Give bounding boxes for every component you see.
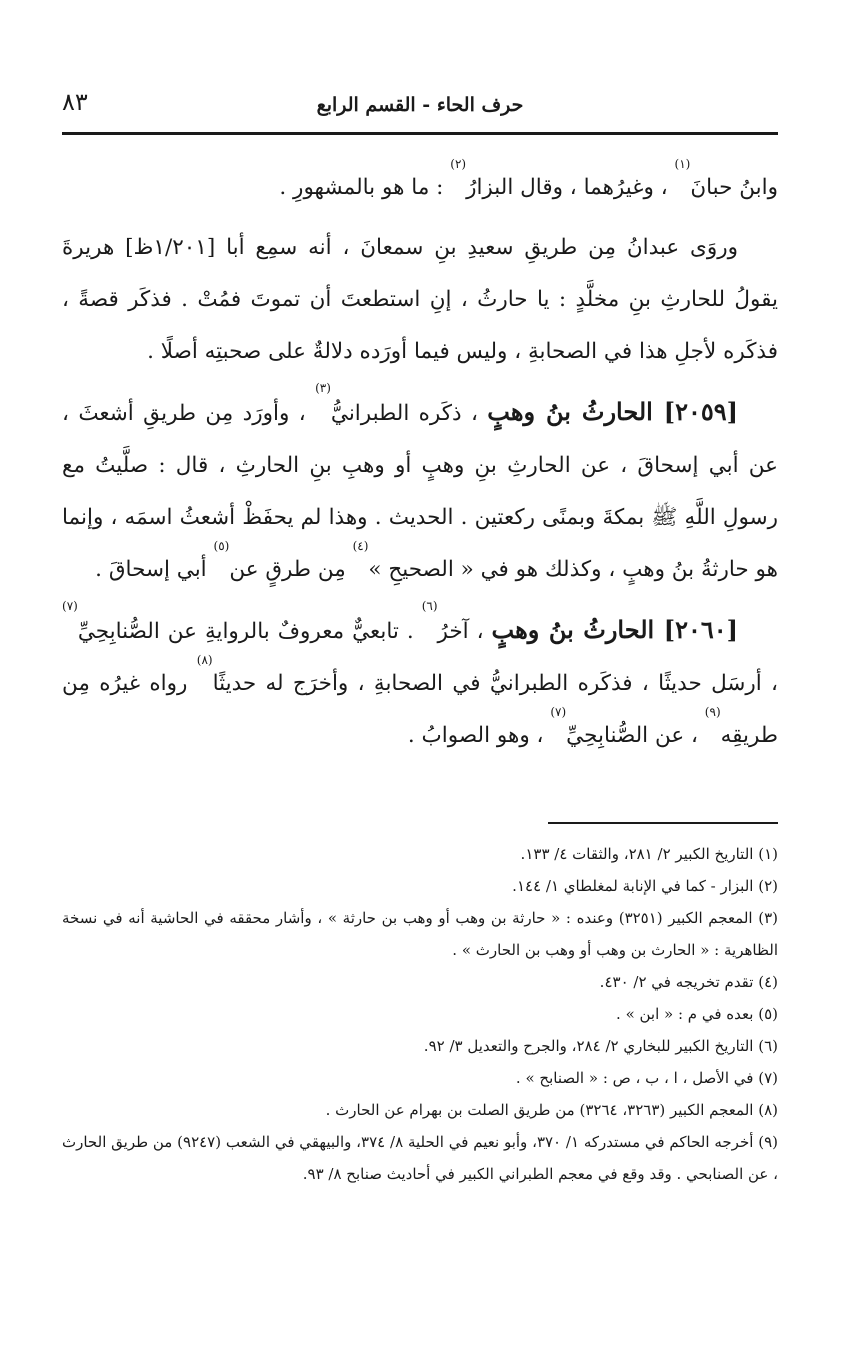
page-header <box>62 88 778 128</box>
text-run: رواه غيرُه مِن طريقِه <box>62 671 778 748</box>
footnote-6: (٦) التاريخ الكبير للبخاري ٢/ ٢٨٤، والجرح والتعديل ٣/ ٩٢. <box>423 1037 778 1055</box>
footnote-ref-2: (٢) <box>450 157 467 171</box>
main-text <box>62 157 778 770</box>
footnote-ref-6: (٦) <box>421 599 438 613</box>
text-run: ، ذكَره الطبرانيُّ <box>330 401 478 426</box>
footnote-4: (٤) تقدم تخريجه في ٢/ ٤٣٠. <box>599 973 778 991</box>
text-run: . تابعيٌّ معروفٌ بالروايةِ عن الصُّنابِحِيِّ <box>77 619 422 644</box>
footnote-ref-5: (٥) <box>213 539 230 553</box>
footnote-8: (٨) المعجم الكبير (٣٢٦٣، ٣٢٦٤) من طريق الصلت بن بهرام عن الحارث . <box>325 1101 778 1119</box>
text-run: ، عن الصُّنابِحِيِّ <box>566 723 705 748</box>
text-run: مِن طرقٍ عن <box>229 557 353 582</box>
footnotes <box>62 838 778 1190</box>
footnote-7: (٧) في الأصل ، ا ، ب ، ص : « الصنابح » . <box>515 1069 778 1087</box>
footnote-ref-4: (٤) <box>352 539 369 553</box>
text-run: ، آخرُ <box>437 619 484 644</box>
footnote-5: (٥) بعده في م : « ابن » . <box>616 1005 778 1023</box>
header-rule <box>62 132 778 135</box>
footnote-ref-9: (٩) <box>704 705 721 719</box>
text-run: أبي إسحاقَ . <box>95 557 214 582</box>
paragraph-continuation <box>62 157 778 214</box>
entry-2059 <box>62 381 778 596</box>
entry-heading-2059: [٢٠٥٩] الحارثُ بنُ وهبٍ <box>487 397 738 426</box>
footnote-3: (٣) المعجم الكبير (٣٢٥١) وعنده : « حارثة بن وهب أو وهب بن حارثة » ، وأشار محققه في الحاشية أنه في نسخة الظاهرية : « الحارث بن وهب أو وهب بن الحارث » . <box>62 909 779 959</box>
entry-2060 <box>62 599 778 762</box>
page-number: ٨٣ <box>62 88 88 116</box>
footnote-ref-7: (٧) <box>62 599 78 613</box>
footnote-ref-7b: (٧) <box>550 705 567 719</box>
footnote-ref-3: (٣) <box>315 381 331 395</box>
running-title: حرف الحاء - القسم الرابع <box>316 94 524 116</box>
entry-heading-2060: [٢٠٦٠] الحارثُ بنُ وهبٍ <box>491 615 738 644</box>
paragraph-abdan <box>62 222 778 378</box>
text-run: ، وهو الصوابُ . <box>407 723 551 748</box>
footnote-ref-8: (٨) <box>196 653 213 667</box>
text-run: ، وغيرُهما ، وقال البزارُ <box>466 175 675 200</box>
footnote-1: (١) التاريخ الكبير ٢/ ٢٨١، والثقات ٤/ ١٣٣. <box>520 845 778 863</box>
text-run: ، وأورَد مِن طريقِ أشعثَ ، عن أبي إسحاقَ ، عن الحارثِ بنِ وهبٍ أو وهبِ بنِ الحارثِ ، قال : صلَّيتُ مع رسولِ اللَّهِ ﷺ بمكةَ وبمنًى ركعتين . الحديث . وهذا لم يحفَظْ أشعثُ اسمَه ، وإنما هو حارثةُ بنُ وهبٍ ، وكذلك هو في « الصحيحِ » <box>62 401 778 582</box>
text-run: ، أرسَل حديثًا ، فذكَره الطبرانيُّ في الصحابةِ ، وأخرَج له حديثًا <box>212 671 778 696</box>
text-run: : ما هو بالمشهورِ . <box>279 175 451 200</box>
footnote-2: (٢) البزار - كما في الإنابة لمغلطاي ١/ ١٤٤. <box>512 877 778 895</box>
footnote-ref-1: (١) <box>674 157 691 171</box>
footnote-9: (٩) أخرجه الحاكم في مستدركه ١/ ٣٧٠، وأبو نعيم في الحلية ٨/ ٣٧٤، والبيهقي في الشعب (٩٢٤٧) من طريق الحارث ، عن الصنابحي . وقد وقع في معجم الطبراني الكبير في أحاديث صنابح ٨/ ٩٣. <box>62 1133 778 1183</box>
footnote-rule <box>548 822 778 824</box>
text-run: وروَى عبدانُ مِن طريقِ سعيدِ بنِ سمعانَ ، أنه سمِع أبا [١/٢٠١ظ] هريرةَ يقولُ للحارثِ بنِ مخلَّدٍ : يا حارثُ ، إنِ استطعتَ أن تموتَ فمُتْ . فذكَر قصةً ، فذكَره لأجلِ هذا في الصحابةِ ، وليس فيما أورَده دلالةٌ على صحبتِه أصلًا . <box>62 235 778 364</box>
text-run: وابنُ حبانَ <box>690 175 778 200</box>
